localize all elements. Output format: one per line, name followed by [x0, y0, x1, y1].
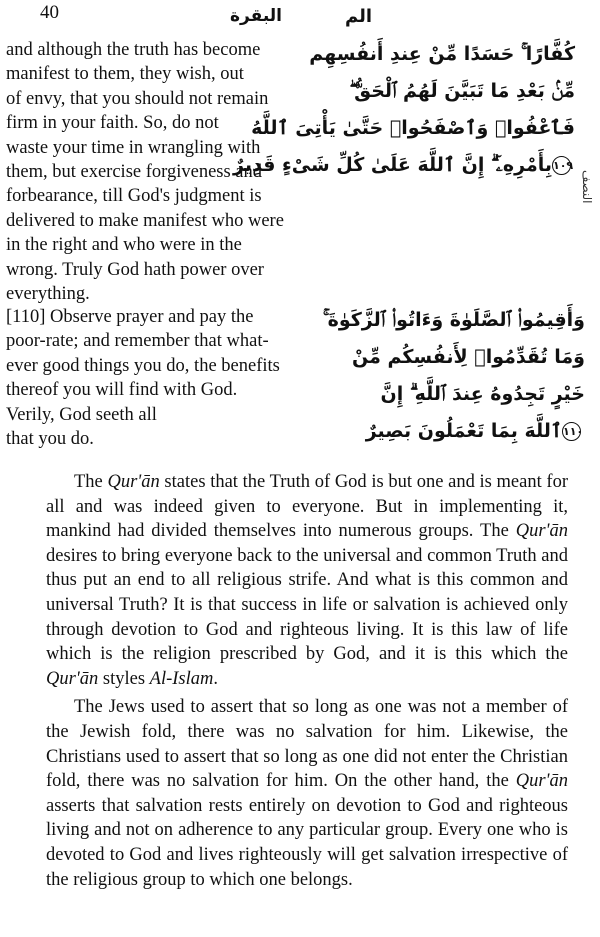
- emphasis-text: Al-Islam: [149, 668, 214, 689]
- surah-title-left: البقرة: [230, 6, 282, 26]
- arabic-line-text: بِأَمْرِهِۦٓ ۗ إِنَّ ٱللَّهَ عَلَىٰ كُلِّ شَىْءٍ قَدِيرٌ: [233, 154, 552, 176]
- translation-line: poor-rate; and remember that what-: [6, 331, 269, 352]
- text-run: states that the Truth of God is but one and is meant for all and was indeed given to everyone. But in implementing it, mankind had divided themselves into numerous groups. The: [46, 472, 568, 542]
- translation-line: everything.: [6, 283, 90, 304]
- arabic-line: فَٱعْفُوا۟ وَٱصْفَحُوا۟ حَتَّىٰ يَأْتِىَ ٱللَّهُ: [251, 117, 575, 139]
- text-run: desires to bring everyone back to the universal and common Truth and thus put an end to all religious strife. And what is this common and universal Truth? It is that success in life or salvation is achieved only through devotion to God and righteous living. It is this law of life which is the religion prescribed by God, and it is this which the: [46, 545, 568, 665]
- arabic-line: خَيْرٍ تَجِدُوهُ عِندَ ٱللَّهِ ۗ إِنَّ: [380, 383, 585, 405]
- emphasis-text: Qur'ān: [46, 668, 99, 689]
- emphasis-text: Qur'ān: [515, 521, 568, 542]
- translation-line: in the right and who were in the: [6, 235, 242, 256]
- commentary: [46, 470, 568, 896]
- commentary-paragraph: [46, 470, 568, 691]
- verse-109-arabic: [233, 36, 575, 184]
- emphasis-text: Qur'ān: [107, 472, 160, 492]
- arabic-line: مِّنۢ بَعْدِ مَا تَبَيَّنَ لَهُمُ ٱلْحَقُّ ۖ: [349, 80, 575, 102]
- commentary-paragraph: [46, 695, 568, 892]
- translation-line: of envy, that you should not remain: [6, 88, 269, 109]
- arabic-line: [233, 147, 575, 184]
- verse-110-arabic: [322, 302, 585, 450]
- translation-line: delivered to make manifest who were: [6, 210, 284, 231]
- translation-line: that you do.: [6, 428, 94, 449]
- translation-line: them, but exercise forgiveness and: [6, 161, 263, 182]
- verse-number-marker: ١١٠: [562, 422, 581, 441]
- text-run: The Jews used to assert that so long as one was not a member of the Jewish fold, there was no salvation for him. Likewise, the Christians used to assert that so long as one did not enter the Christian fold, there was no salvation for him. On the other hand, the: [46, 697, 568, 792]
- translation-line: firm in your faith. So, do not: [6, 113, 219, 134]
- text-run: .: [213, 668, 219, 689]
- translation-line: Verily, God seeth all: [6, 404, 157, 425]
- translation-line: thereof you will find with God.: [6, 380, 238, 401]
- translation-line: waste your time in wrangling with: [6, 137, 261, 158]
- arabic-line: وَمَا تُقَدِّمُوا۟ لِأَنفُسِكُم مِّنْ: [351, 346, 585, 368]
- verse-110-translation: [6, 305, 346, 451]
- text-run: The: [74, 472, 108, 492]
- translation-line: ever good things you do, the benefits: [6, 355, 280, 376]
- text-run: styles: [98, 668, 150, 689]
- juz-title-right: الم: [345, 6, 373, 27]
- margin-note: النصف: [580, 170, 594, 204]
- arabic-line: وَأَقِيمُوا۟ ٱلصَّلَوٰةَ وَءَاتُوا۟ ٱلزَّكَوٰةَ ۚ: [322, 309, 585, 331]
- emphasis-text: Qur'ān: [515, 771, 568, 792]
- page-number: 40: [40, 2, 59, 23]
- arabic-line-text: ٱللَّهَ بِمَا تَعْمَلُونَ بَصِيرٌ: [365, 420, 562, 442]
- verse-number-marker: ١٠٩: [552, 156, 571, 175]
- translation-line: manifest to them, they wish, out: [6, 64, 244, 85]
- translation-line: wrong. Truly God hath power over: [6, 259, 264, 280]
- translation-line: forbearance, till God's judgment is: [6, 186, 262, 207]
- translation-line: [110] Observe prayer and pay the: [6, 307, 254, 327]
- translation-line: and although the truth has become: [6, 40, 261, 60]
- arabic-line: [345, 413, 585, 450]
- arabic-line: كُفَّارًا ۚ حَسَدًا مِّنْ عِندِ أَنفُسِهِم: [309, 43, 575, 65]
- text-run: asserts that salvation rests entirely on devotion to God and righteous living and not on adherence to any particular group. Every one who is devoted to God and lives righteously will get salvation irrespective of the religious group to which one belongs.: [46, 795, 568, 890]
